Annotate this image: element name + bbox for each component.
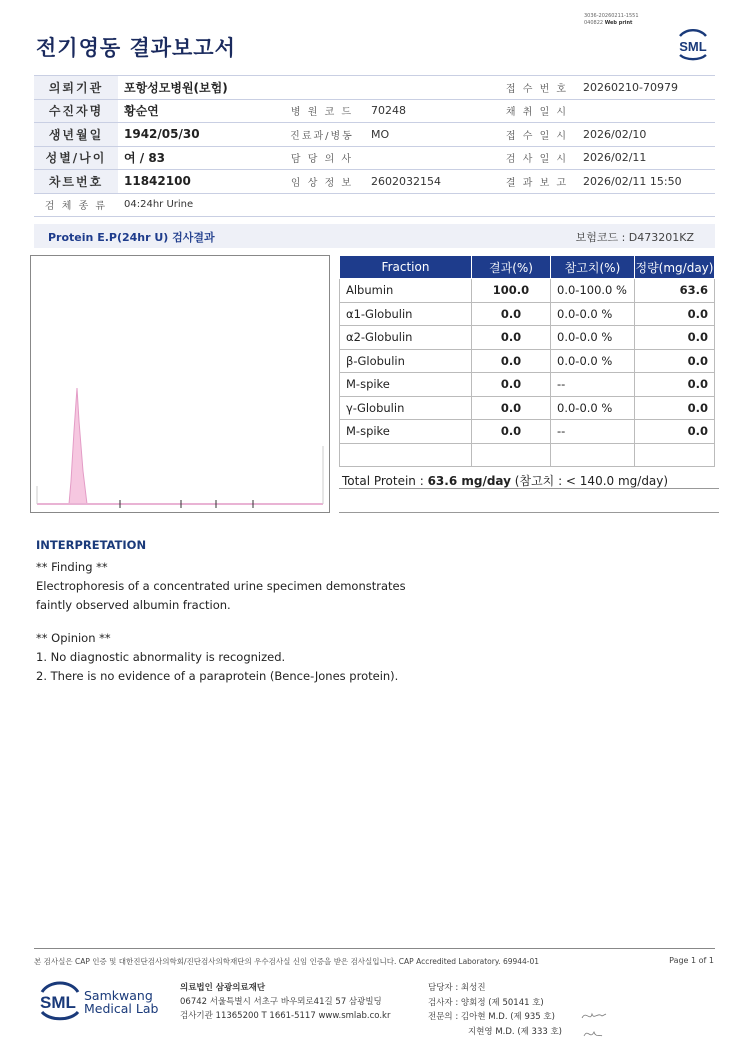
foundation-name: 의료법인 삼광의료재단 bbox=[180, 983, 266, 993]
fraction-ref: 0.0-0.0 % bbox=[551, 349, 635, 373]
fraction-result: 0.0 bbox=[472, 302, 551, 326]
fraction-ref: 0.0-0.0 % bbox=[551, 326, 635, 350]
opinion-text: 2. There is no evidence of a paraprotein (Bence-Jones protein). bbox=[36, 669, 399, 683]
info-value bbox=[577, 99, 715, 123]
table-row bbox=[340, 349, 715, 373]
fraction-name: α1-Globulin bbox=[340, 302, 472, 326]
col-header: 결과(%) bbox=[472, 256, 551, 279]
info-label: 수진자명 bbox=[34, 99, 118, 123]
sml-logo bbox=[672, 26, 714, 64]
fraction-qty: 0.0 bbox=[635, 420, 715, 444]
fraction-result: 0.0 bbox=[472, 396, 551, 420]
info-value: 포항성모병원(보험) bbox=[118, 76, 497, 100]
table-row bbox=[340, 302, 715, 326]
info-label: 병 원 코 드 bbox=[279, 99, 365, 123]
info-value: 70248 bbox=[365, 99, 497, 123]
info-row bbox=[34, 146, 715, 170]
fraction-ref: 0.0-100.0 % bbox=[551, 279, 635, 303]
info-label: 의뢰기관 bbox=[34, 76, 118, 100]
fraction-result: 0.0 bbox=[472, 420, 551, 444]
fraction-result: 0.0 bbox=[472, 373, 551, 397]
company-name-line1: Samkwang bbox=[84, 988, 153, 1003]
info-label: 담 당 의 사 bbox=[279, 146, 365, 170]
fraction-ref: 0.0-0.0 % bbox=[551, 396, 635, 420]
finding-heading: ** Finding ** bbox=[36, 560, 108, 574]
staff-line: 전문의 : 김아현 M.D. (제 935 호) bbox=[428, 1012, 555, 1022]
fraction-qty: 0.0 bbox=[635, 302, 715, 326]
fraction-result: 0.0 bbox=[472, 326, 551, 350]
doctor-signature bbox=[580, 1008, 610, 1044]
staff-line: 지현영 M.D. (제 333 호) bbox=[468, 1026, 563, 1037]
table-row bbox=[340, 396, 715, 420]
opinion-heading: ** Opinion ** bbox=[36, 631, 111, 645]
divider bbox=[339, 512, 719, 513]
interpretation-heading: INTERPRETATION bbox=[36, 538, 147, 552]
fraction-name: Albumin bbox=[340, 279, 472, 303]
section-title: Protein E.P(24hr U) 검사결과 bbox=[48, 231, 215, 244]
total-protein bbox=[342, 472, 668, 489]
company-name bbox=[84, 989, 158, 1015]
info-value: 11842100 bbox=[118, 170, 279, 194]
col-header: 참고치(%) bbox=[551, 256, 635, 279]
opinion-text: 1. No diagnostic abnormality is recognized. bbox=[36, 650, 286, 664]
fraction-qty: 0.0 bbox=[635, 396, 715, 420]
sml-logo-footer bbox=[34, 980, 86, 1022]
results-header-row bbox=[340, 256, 715, 279]
footer-divider bbox=[34, 948, 715, 949]
fraction-qty: 0.0 bbox=[635, 373, 715, 397]
table-row-empty bbox=[340, 443, 715, 467]
print-code bbox=[584, 13, 664, 27]
fraction-name: M-spike bbox=[340, 373, 472, 397]
fraction-qty: 0.0 bbox=[635, 349, 715, 373]
electrophoresis-graph bbox=[30, 255, 330, 513]
info-value: MO bbox=[365, 123, 497, 147]
info-label: 생년월일 bbox=[34, 123, 118, 147]
fraction-name: β-Globulin bbox=[340, 349, 472, 373]
report-title: 전기영동 결과보고서 bbox=[36, 36, 236, 60]
info-value: 여 / 83 bbox=[118, 146, 279, 170]
info-value: 04:24hr Urine bbox=[118, 193, 715, 216]
fraction-name: γ-Globulin bbox=[340, 396, 472, 420]
table-row bbox=[340, 279, 715, 303]
accreditation-note: 본 검사실은 CAP 인증 및 대한진단검사의학회/진단검사의학재단의 우수검사실 신임 인증을 받은 검사실입니다. CAP Accredited Laboratory. 69944-01 bbox=[34, 957, 540, 966]
fraction-ref: 0.0-0.0 % bbox=[551, 302, 635, 326]
insurance-code: 보험코드 : D473201KZ bbox=[575, 231, 694, 244]
patient-info-table bbox=[34, 75, 715, 217]
info-label: 검 체 종 류 bbox=[34, 193, 118, 216]
info-value: 황순연 bbox=[118, 99, 279, 123]
company-name-line2: Medical Lab bbox=[84, 1001, 159, 1016]
table-row bbox=[340, 420, 715, 444]
fraction-result: 0.0 bbox=[472, 349, 551, 373]
interpretation-body bbox=[36, 558, 406, 686]
table-row bbox=[340, 373, 715, 397]
info-row bbox=[34, 170, 715, 194]
info-value: 2026/02/11 15:50 bbox=[577, 170, 715, 194]
info-label: 차트번호 bbox=[34, 170, 118, 194]
foundation-info bbox=[180, 981, 390, 1023]
foundation-address: 06742 서울특별시 서초구 바우뫼로41길 57 삼광빌딩 bbox=[180, 997, 382, 1007]
info-value: 2602032154 bbox=[365, 170, 497, 194]
info-label: 결 과 보 고 bbox=[497, 170, 577, 194]
info-value: 2026/02/11 bbox=[577, 146, 715, 170]
info-label: 검 사 일 시 bbox=[497, 146, 577, 170]
fraction-qty: 63.6 bbox=[635, 279, 715, 303]
col-header: Fraction bbox=[340, 256, 472, 279]
finding-text: faintly observed albumin fraction. bbox=[36, 598, 231, 612]
info-value: 1942/05/30 bbox=[118, 123, 279, 147]
fraction-qty: 0.0 bbox=[635, 326, 715, 350]
info-value: 2026/02/10 bbox=[577, 123, 715, 147]
fraction-name: M-spike bbox=[340, 420, 472, 444]
info-row bbox=[34, 99, 715, 123]
fraction-result: 100.0 bbox=[472, 279, 551, 303]
info-label: 접 수 일 시 bbox=[497, 123, 577, 147]
staff-line: 담당자 : 최성진 bbox=[428, 983, 486, 993]
foundation-contact: 검사기관 11365200 T 1661-5117 www.smlab.co.kr bbox=[180, 1011, 391, 1021]
total-protein-ref: (참고치 : < 140.0 mg/day) bbox=[510, 474, 669, 488]
info-row bbox=[34, 193, 715, 216]
info-label: 성별/나이 bbox=[34, 146, 118, 170]
col-header: 정량(mg/day) bbox=[635, 256, 715, 279]
staff-line: 검사자 : 양회정 (제 50141 호) bbox=[428, 997, 544, 1008]
info-value: 20260210-70979 bbox=[577, 76, 715, 100]
divider bbox=[339, 488, 719, 489]
info-label: 진료과/병동 bbox=[279, 123, 365, 147]
fraction-ref: -- bbox=[551, 420, 635, 444]
total-protein-label: Total Protein : bbox=[342, 474, 428, 488]
table-row bbox=[340, 326, 715, 350]
info-row bbox=[34, 76, 715, 100]
web-print-label: Web print bbox=[604, 20, 633, 26]
staff-info bbox=[428, 981, 562, 1039]
info-label: 채 취 일 시 bbox=[497, 99, 577, 123]
print-code-line2: 040822 bbox=[584, 20, 604, 26]
page-number: Page 1 of 1 bbox=[669, 956, 714, 965]
finding-text: Electrophoresis of a concentrated urine specimen demonstrates bbox=[36, 579, 406, 593]
fraction-name: α2-Globulin bbox=[340, 326, 472, 350]
sml-logo-text: SML bbox=[679, 39, 707, 54]
electrophoresis-curve bbox=[31, 256, 329, 512]
info-value bbox=[365, 146, 497, 170]
total-protein-value: 63.6 mg/day bbox=[427, 474, 511, 488]
results-table bbox=[339, 255, 715, 467]
fraction-ref: -- bbox=[551, 373, 635, 397]
info-row bbox=[34, 123, 715, 147]
info-label: 접 수 번 호 bbox=[497, 76, 577, 100]
print-code-line1: 3036-20260211-1551 bbox=[584, 13, 639, 19]
sml-logo-footer-text: SML bbox=[40, 993, 76, 1012]
info-label: 임 상 정 보 bbox=[279, 170, 365, 194]
